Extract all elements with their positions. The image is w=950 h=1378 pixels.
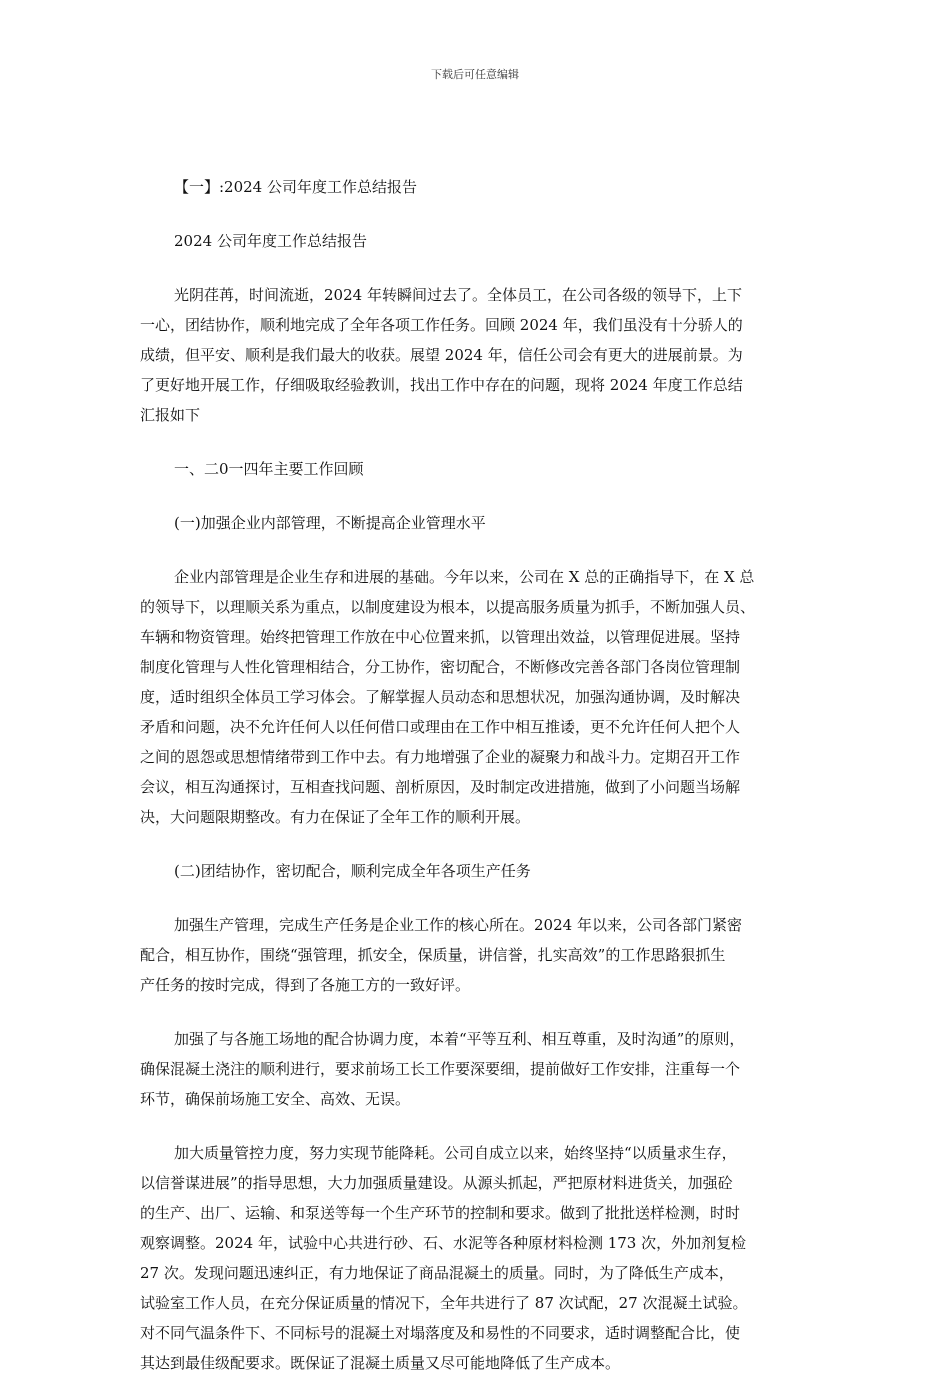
paragraph-line: 产任务的按时完成，得到了各施工方的一致好评。 (140, 976, 471, 994)
paragraph-line: 加强生产管理，完成生产任务是企业工作的核心所在。2024 年以来，公司各部门紧密 (174, 916, 742, 934)
paragraph-coordination (140, 1024, 812, 1114)
subsection-heading: (一)加强企业内部管理，不断提高企业管理水平 (174, 514, 486, 532)
paragraph-line: 制度化管理与人性化管理相结合，分工协作，密切配合，不断修改完善各部门各岗位管理制 (140, 658, 741, 676)
document-title-line: 【一】:2024 公司年度工作总结报告 (174, 178, 417, 196)
paragraph-line: 的领导下，以理顺关系为重点，以制度建设为根本，以提高服务质量为抓手，不断加强人员、 (140, 598, 756, 616)
paragraph-line: 试验室工作人员，在充分保证质量的情况下，全年共进行了 87 次试配，27 次混凝土试验。 (140, 1294, 748, 1312)
paragraph-line: 汇报如下 (140, 406, 201, 424)
paragraph-line: 加强了与各施工场地的配合协调力度，本着“平等互利、相互尊重，及时沟通”的原则， (174, 1030, 745, 1048)
paragraph-quality (140, 1138, 812, 1378)
paragraph-intro (140, 280, 812, 430)
paragraph-line: 度，适时组织全体员工学习体会。了解掌握人员动态和思想状况，加强沟通协调，及时解决 (140, 688, 741, 706)
paragraph-line: 矛盾和问题，决不允许任何人以任何借口或理由在工作中相互推诿，更不允许任何人把个人 (140, 718, 741, 736)
paragraph-line: 对不同气温条件下、不同标号的混凝土对塌落度及和易性的不同要求，适时调整配合比，使 (140, 1324, 741, 1342)
paragraph-line: 27 次。发现问题迅速纠正，有力地保证了商品混凝土的质量。同时，为了降低生产成本， (140, 1264, 734, 1282)
paragraph-line: 企业内部管理是企业生存和进展的基础。今年以来，公司在 X 总的正确指导下，在 X 总 (174, 568, 755, 586)
paragraph-line: 会议，相互沟通探讨，互相查找问题、剖析原因，及时制定改进措施，做到了小问题当场解 (140, 778, 741, 796)
paragraph-line: 之间的恩怨或思想情绪带到工作中去。有力地增强了企业的凝聚力和战斗力。定期召开工作 (140, 748, 741, 766)
section-heading: 一、二0一四年主要工作回顾 (174, 460, 364, 478)
paragraph-line: 以信誉谋进展”的指导思想，大力加强质量建设。从源头抓起，严把原材料进货关，加强砼 (140, 1174, 733, 1192)
paragraph-line: 一心，团结协作，顺利地完成了全年各项工作任务。回顾 2024 年，我们虽没有十分骄人的 (140, 316, 743, 334)
page-header-note: 下载后可任意编辑 (431, 68, 519, 81)
paragraph-line: 观察调整。2024 年，试验中心共进行砂、石、水泥等各种原材料检测 173 次，外加剂复检 (140, 1234, 747, 1252)
document-subtitle: 2024 公司年度工作总结报告 (174, 232, 367, 250)
paragraph-line: 环节，确保前场施工安全、高效、无误。 (140, 1090, 411, 1108)
paragraph-line: 的生产、出厂、运输、和泵送等每一个生产环节的控制和要求。做到了批批送样检测，时时 (140, 1204, 741, 1222)
paragraph-line: 配合，相互协作，围绕“强管理，抓安全，保质量，讲信誉，扎实高效”的工作思路狠抓生 (140, 946, 726, 964)
paragraph-line: 光阴荏苒，时间流逝，2024 年转瞬间过去了。全体员工，在公司各级的领导下，上下 (174, 286, 742, 304)
paragraph-line: 其达到最佳级配要求。既保证了混凝土质量又尽可能地降低了生产成本。 (140, 1354, 621, 1372)
paragraph-line: 决，大问题限期整改。有力在保证了全年工作的顺利开展。 (140, 808, 531, 826)
subsection-heading: (二)团结协作，密切配合，顺利完成全年各项生产任务 (174, 862, 531, 880)
paragraph-line: 车辆和物资管理。始终把管理工作放在中心位置来抓，以管理出效益，以管理促进展。坚持 (140, 628, 741, 646)
paragraph-line: 确保混凝土浇注的顺利进行，要求前场工长工作要深要细，提前做好工作安排，注重每一个 (140, 1060, 741, 1078)
paragraph-line: 加大质量管控力度，努力实现节能降耗。公司自成立以来，始终坚持“以质量求生存， (174, 1144, 737, 1162)
paragraph-line: 了更好地开展工作，仔细吸取经验教训，找出工作中存在的问题，现将 2024 年度工作总结 (140, 376, 743, 394)
paragraph-production (140, 910, 812, 1000)
document-body (140, 172, 812, 1378)
paragraph-line: 成绩，但平安、顺利是我们最大的收获。展望 2024 年，信任公司会有更大的进展前景。为 (140, 346, 743, 364)
paragraph-management (140, 562, 812, 832)
